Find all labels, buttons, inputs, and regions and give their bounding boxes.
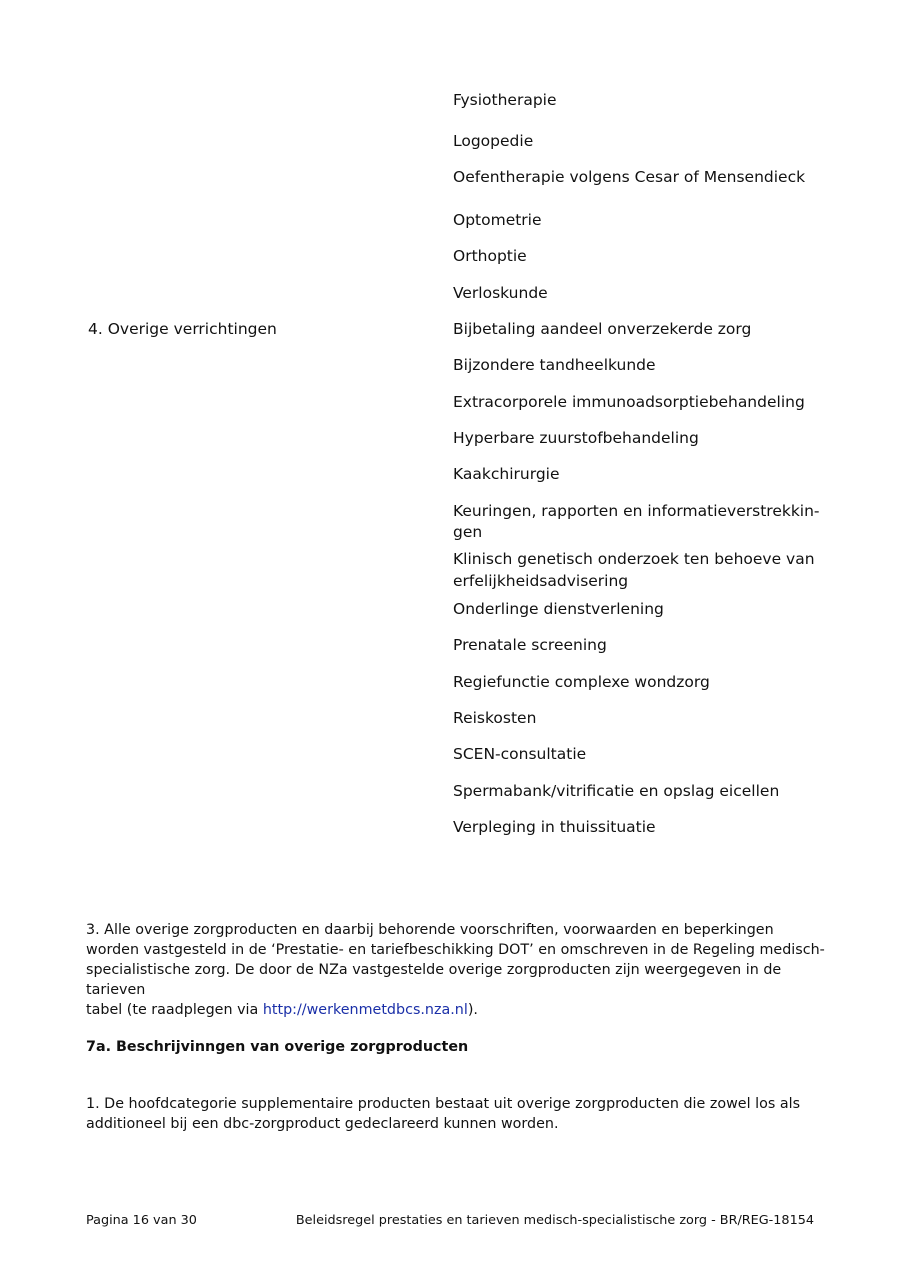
paragraph-line: specialistische zorg. De door de NZa vastgestelde overige zorgproducten zijn weergegeven in de tarieven — [86, 962, 782, 998]
category-label: 4. Overige verrichtingen — [88, 320, 277, 338]
page-number: Pagina 16 van 30 — [86, 1213, 197, 1228]
care-item: SCEN-consultatie — [453, 745, 587, 763]
care-item-continuation: gen — [453, 523, 483, 541]
document-title-footer: Beleidsregel prestaties en tarieven medisch-specialistische zorg - BR/REG-18154 — [295, 1213, 814, 1228]
paragraph-line: additioneel bij een dbc-zorgproduct gedeclareerd kunnen worden. — [86, 1116, 559, 1132]
care-item: Optometrie — [453, 211, 542, 229]
paragraph-line: 1. De hoofdcategorie supplementaire producten bestaat uit overige zorgproducten die zowel los als — [86, 1096, 801, 1112]
care-item: Prenatale screening — [453, 636, 607, 654]
care-item: Oefentherapie volgens Cesar of Mensendieck — [453, 168, 806, 186]
care-item: Spermabank/vitrificatie en opslag eicellen — [453, 782, 780, 800]
care-item: Verpleging in thuissituatie — [453, 818, 656, 836]
care-item: Klinisch genetisch onderzoek ten behoeve van — [453, 550, 815, 568]
care-item: Reiskosten — [453, 709, 537, 727]
section-heading: 7a. Beschrijvinngen van overige zorgproducten — [86, 1039, 469, 1055]
paragraph-line — [86, 1000, 826, 1020]
care-item: Logopedie — [453, 132, 534, 150]
paragraph-1 — [86, 1094, 826, 1134]
paragraph-text: tabel (te raadplegen via — [86, 1002, 263, 1018]
care-item-continuation: erfelijkheidsadvisering — [453, 572, 629, 590]
care-item: Onderlinge dienstverlening — [453, 600, 664, 618]
care-item: Keuringen, rapporten en informatieverstrekkin- — [453, 502, 820, 520]
nza-link[interactable]: http://werkenmetdbcs.nza.nl — [262, 1002, 468, 1018]
paragraph-line: 3. Alle overige zorgproducten en daarbij behorende voorschriften, voorwaarden en beperkingen — [86, 922, 774, 938]
paragraph-text: ). — [467, 1002, 478, 1018]
care-item: Fysiotherapie — [453, 91, 557, 109]
paragraph-3 — [86, 920, 826, 1020]
care-item: Bijbetaling aandeel onverzekerde zorg — [453, 320, 752, 338]
care-item: Regiefunctie complexe wondzorg — [453, 673, 710, 691]
care-item: Hyperbare zuurstofbehandeling — [453, 429, 699, 447]
care-item: Verloskunde — [453, 284, 548, 302]
paragraph-line: worden vastgesteld in de ‘Prestatie- en tariefbeschikking DOT’ en omschreven in de Regeling medisch- — [86, 942, 825, 958]
care-item: Orthoptie — [453, 247, 527, 265]
care-item: Kaakchirurgie — [453, 465, 560, 483]
care-item: Bijzondere tandheelkunde — [453, 356, 656, 374]
care-item: Extracorporele immunoadsorptiebehandeling — [453, 393, 805, 411]
